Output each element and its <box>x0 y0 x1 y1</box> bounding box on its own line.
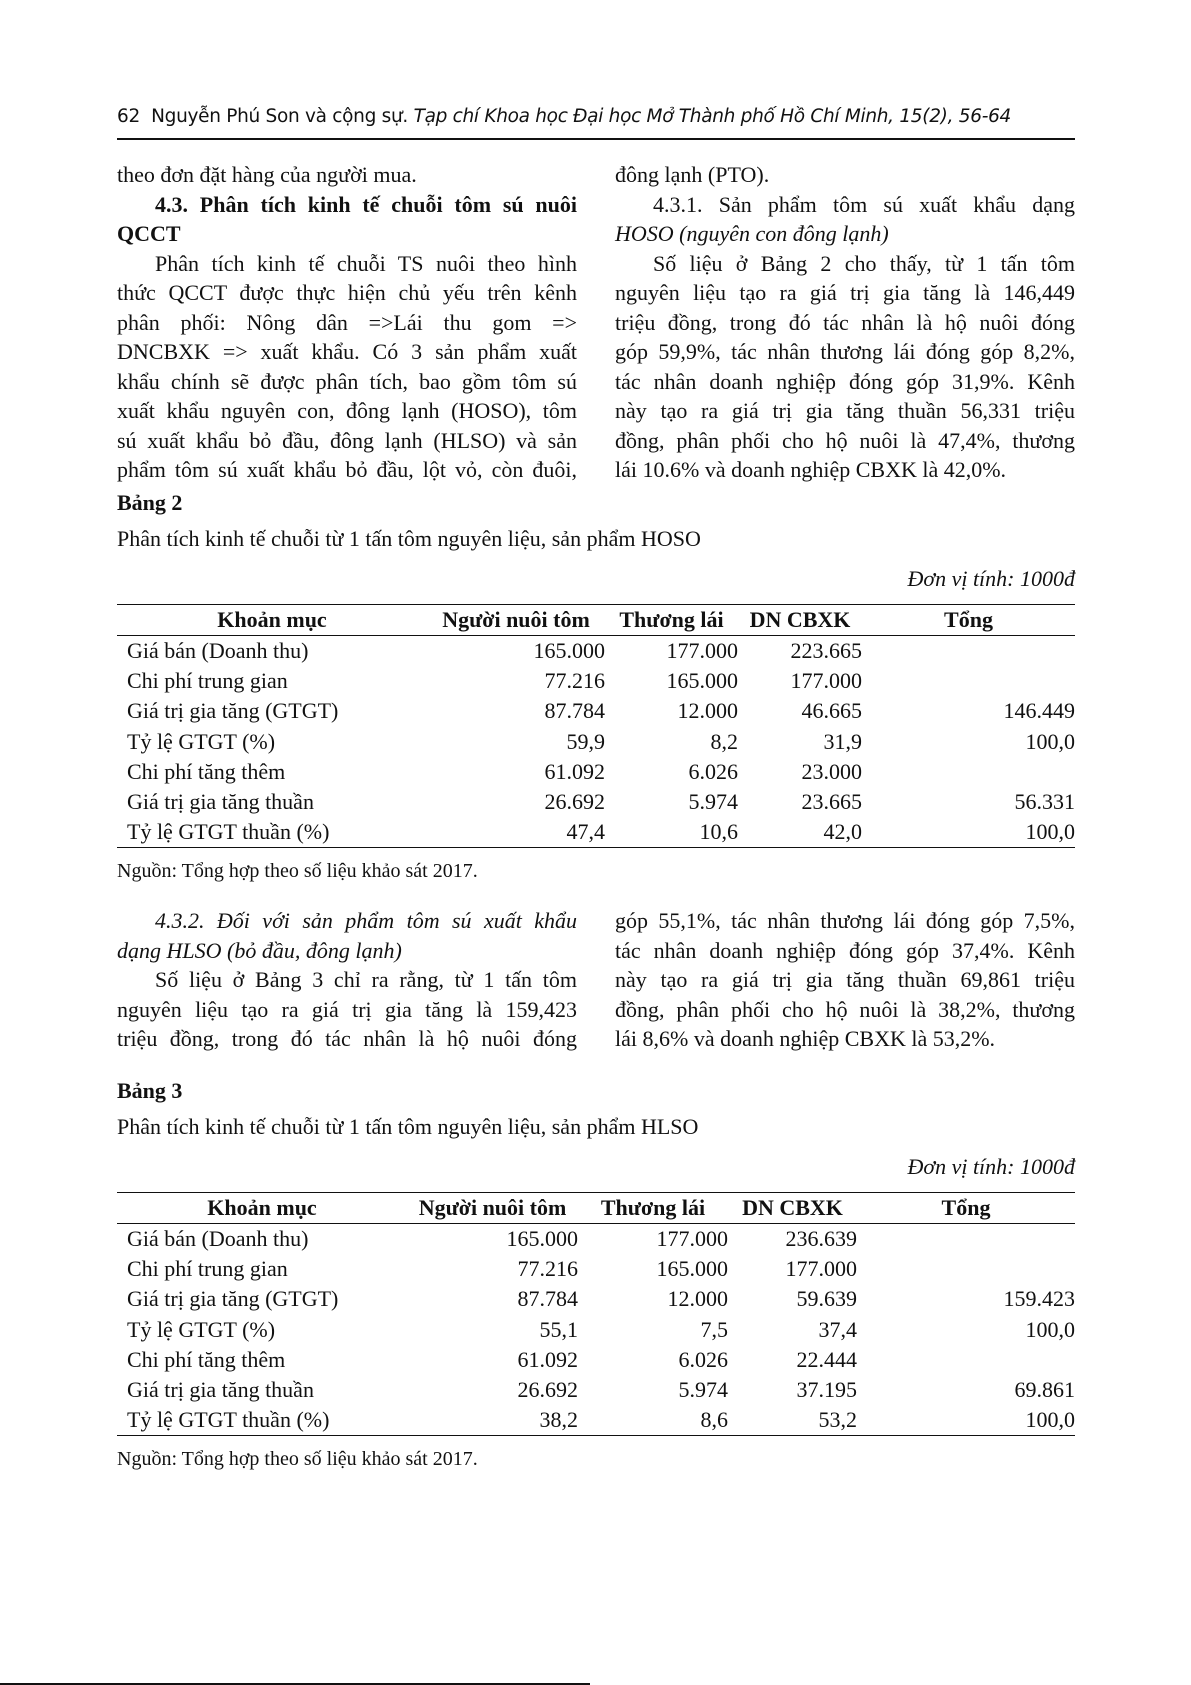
section-heading: QCCT <box>117 221 181 246</box>
subsection-heading: HOSO (nguyên con đông lạnh) <box>615 221 889 246</box>
column-header: DN CBXK <box>728 1193 857 1224</box>
paragraph <box>615 249 1075 485</box>
cell-value: 165.000 <box>656 1256 728 1282</box>
unit-note <box>907 566 1075 592</box>
paragraph-line: này tạo ra giá trị gia tăng thuần 56,331 triệu <box>615 398 1075 423</box>
cell-value <box>857 1254 1075 1284</box>
row-label: Giá bán (Doanh thu) <box>127 638 309 664</box>
row-label: Giá bán (Doanh thu) <box>127 1226 309 1252</box>
paragraph-line: đồng, phân phối cho hộ nuôi là 38,2%, thương <box>615 996 1075 1022</box>
paragraph-line: lái 10.6% và doanh nghiệp CBXK là 42,0%. <box>615 457 1007 482</box>
cell-value: 42,0 <box>823 819 862 845</box>
paragraph <box>117 965 577 1054</box>
paragraph-line: tác nhân doanh nghiệp đóng góp 37,4%. Kênh <box>615 937 1075 963</box>
row-label: Tỷ lệ GTGT (%) <box>127 1316 276 1342</box>
cell-value: 59,9 <box>566 728 605 754</box>
cell-value: 12.000 <box>667 1286 728 1312</box>
column-header: Người nuôi tôm <box>407 1193 578 1224</box>
unit-label: Đơn vị tính: <box>907 1154 1015 1179</box>
cell-value <box>862 636 1075 667</box>
cell-value: 10,6 <box>699 819 738 845</box>
paragraph-line: theo đơn đặt hàng của người mua. <box>117 162 417 187</box>
column-header: DN CBXK <box>738 605 862 636</box>
table-caption: Phân tích kinh tế chuỗi từ 1 tấn tôm nguyên liệu, sản phẩm HOSO <box>117 526 701 551</box>
table-label: Bảng 2 <box>117 490 183 515</box>
cell-value: 177.000 <box>656 1226 728 1252</box>
cell-value: 26.692 <box>544 789 605 815</box>
cell-value: 8,6 <box>700 1407 728 1433</box>
cell-value: 146.449 <box>1003 698 1075 724</box>
table-row <box>117 1315 1075 1345</box>
table-row <box>117 1375 1075 1405</box>
page-number: 62 <box>117 106 140 127</box>
row-label: Tỷ lệ GTGT thuần (%) <box>127 819 330 845</box>
cell-value: 55,1 <box>539 1316 578 1342</box>
table-label: Bảng 3 <box>117 1078 183 1103</box>
cell-value: 159.423 <box>1003 1286 1075 1312</box>
cell-value <box>862 666 1075 696</box>
row-label: Giá trị gia tăng (GTGT) <box>127 698 339 724</box>
cell-value: 177.000 <box>785 1256 857 1282</box>
table-caption: Phân tích kinh tế chuỗi từ 1 tấn tôm nguyên liệu, sản phẩm HLSO <box>117 1114 699 1139</box>
table-source: Nguồn: Tổng hợp theo số liệu khảo sát 2017. <box>117 860 478 882</box>
right-column <box>615 160 1075 485</box>
cell-value: 23.665 <box>801 789 862 815</box>
paragraph <box>615 906 1075 1054</box>
table-row <box>117 757 1075 787</box>
cell-value: 100,0 <box>1025 1407 1075 1433</box>
paragraph-line: triệu đồng, trong đó tác nhân là hộ nuôi đóng <box>615 309 1075 335</box>
table-hoso <box>117 604 1075 848</box>
running-header <box>117 106 1011 127</box>
cell-value: 37.195 <box>796 1377 857 1403</box>
table-hlso <box>117 1192 1075 1436</box>
cell-value: 236.639 <box>785 1226 857 1252</box>
unit-value: 1000đ <box>1020 566 1075 591</box>
cell-value: 8,2 <box>710 728 738 754</box>
paragraph-line: đông lạnh (PTO). <box>615 162 770 187</box>
cell-value: 37,4 <box>818 1316 857 1342</box>
paragraph-line: Số liệu ở Bảng 2 cho thấy, từ 1 tấn tôm <box>653 250 1075 276</box>
cell-value <box>857 1345 1075 1375</box>
cell-value: 87.784 <box>517 1286 578 1312</box>
paragraph-line: này tạo ra giá trị gia tăng thuần 69,861 triệu <box>615 967 1075 992</box>
paragraph-line: nguyên liệu tạo ra giá trị gia tăng là 159,423 <box>117 996 577 1022</box>
cell-value: 177.000 <box>790 668 862 694</box>
paragraph <box>117 249 577 485</box>
cell-value: 165.000 <box>533 638 605 664</box>
row-label: Tỷ lệ GTGT thuần (%) <box>127 1407 330 1433</box>
paragraph-line: phân phối: Nông dân =>Lái thu gom => <box>117 309 577 335</box>
paragraph-line: khẩu chính sẽ được phân tích, bao gồm tôm sú <box>117 368 577 394</box>
row-label: Chi phí tăng thêm <box>127 758 286 784</box>
table-row <box>117 727 1075 757</box>
cell-value: 26.692 <box>517 1377 578 1403</box>
unit-label: Đơn vị tính: <box>907 566 1015 591</box>
column-header: Thương lái <box>578 1193 728 1224</box>
table-row <box>117 696 1075 726</box>
paragraph-line: lái 8,6% và doanh nghiệp CBXK là 53,2%. <box>615 1026 996 1051</box>
cell-value: 53,2 <box>818 1407 857 1433</box>
row-label: Giá trị gia tăng (GTGT) <box>127 1286 339 1312</box>
paragraph-line: triệu đồng, trong đó tác nhân là hộ nuôi đóng <box>117 1026 577 1051</box>
subsection-heading: dạng HLSO (bỏ đầu, đông lạnh) <box>117 937 402 963</box>
section-heading: 4.3. Phân tích kinh tế chuỗi tôm sú nuôi <box>155 191 577 217</box>
paragraph-line: tác nhân doanh nghiệp đóng góp 31,9%. Kênh <box>615 368 1075 394</box>
table-row <box>117 1284 1075 1314</box>
cell-value: 165.000 <box>666 668 738 694</box>
header-rule <box>117 138 1075 140</box>
cell-value: 59.639 <box>796 1286 857 1312</box>
table-row <box>117 636 1075 667</box>
cell-value: 31,9 <box>823 728 862 754</box>
paragraph-line: Phân tích kinh tế chuỗi TS nuôi theo hình <box>155 250 577 276</box>
table-row <box>117 1254 1075 1284</box>
cell-value: 6.026 <box>678 1346 728 1372</box>
column-header: Khoản mục <box>117 605 427 636</box>
table-source: Nguồn: Tổng hợp theo số liệu khảo sát 2017. <box>117 1448 478 1470</box>
cell-value: 22.444 <box>796 1346 857 1372</box>
paragraph-line: sú xuất khẩu bỏ đầu, đông lạnh (HLSO) và sản <box>117 427 577 453</box>
cell-value <box>862 757 1075 787</box>
table-row <box>117 666 1075 696</box>
table-row <box>117 787 1075 817</box>
paragraph-line: DNCBXK => xuất khẩu. Có 3 sản phẩm xuất <box>117 339 577 364</box>
row-label: Giá trị gia tăng thuần <box>127 1377 314 1403</box>
subsection-heading: 4.3.2. Đối với sản phẩm tôm sú xuất khẩu <box>155 908 577 933</box>
header-journal: Tạp chí Khoa học Đại học Mở Thành phố Hồ Chí Minh, 15(2), 56-64 <box>413 106 1012 127</box>
cell-value: 87.784 <box>544 698 605 724</box>
cell-value: 177.000 <box>666 638 738 664</box>
cell-value: 47,4 <box>566 819 605 845</box>
paragraph-line: xuất khẩu nguyên con, đông lạnh (HOSO), tôm <box>117 398 577 423</box>
cell-value: 100,0 <box>1025 1316 1075 1342</box>
cell-value: 12.000 <box>677 698 738 724</box>
paragraph-line: góp 55,1%, tác nhân thương lái đóng góp 7,5%, <box>615 908 1075 933</box>
cell-value <box>857 1224 1075 1255</box>
cell-value: 5.974 <box>678 1377 728 1403</box>
cell-value: 61.092 <box>517 1346 578 1372</box>
row-label: Tỷ lệ GTGT (%) <box>127 728 276 754</box>
cell-value: 223.665 <box>790 638 862 664</box>
cell-value: 69.861 <box>1014 1377 1075 1403</box>
paragraph-line: phẩm tôm sú xuất khẩu bỏ đầu, lột vỏ, còn đuôi, <box>117 457 577 482</box>
left-column-2 <box>117 906 577 1054</box>
subsection-heading: 4.3.1. Sản phẩm tôm sú xuất khẩu dạng <box>653 191 1075 217</box>
cell-value: 100,0 <box>1025 819 1075 845</box>
table-row <box>117 1224 1075 1255</box>
cell-value: 61.092 <box>544 758 605 784</box>
column-header: Tổng <box>857 1193 1075 1224</box>
table-row <box>117 1405 1075 1436</box>
cell-value: 46.665 <box>801 698 862 724</box>
cell-value: 5.974 <box>688 789 738 815</box>
paragraph-line: nguyên liệu tạo ra giá trị gia tăng là 146,449 <box>615 280 1075 305</box>
column-header: Thương lái <box>605 605 738 636</box>
row-label: Giá trị gia tăng thuần <box>127 789 314 815</box>
cell-value: 165.000 <box>506 1226 578 1252</box>
table-row <box>117 1345 1075 1375</box>
cell-value: 23.000 <box>801 758 862 784</box>
cell-value: 100,0 <box>1025 728 1075 754</box>
row-label: Chi phí trung gian <box>127 1256 288 1282</box>
unit-note <box>907 1154 1075 1180</box>
column-header: Khoản mục <box>117 1193 407 1224</box>
cell-value: 6.026 <box>688 758 738 784</box>
cell-value: 77.216 <box>544 668 605 694</box>
paragraph-line: góp 59,9%, tác nhân thương lái đóng góp 8,2%, <box>615 339 1075 364</box>
header-authors: Nguyễn Phú Son và cộng sự. <box>151 106 408 127</box>
left-column <box>117 160 577 485</box>
unit-value: 1000đ <box>1020 1154 1075 1179</box>
paragraph-line: thức QCCT được thực hiện chủ yếu trên kênh <box>117 280 577 305</box>
row-label: Chi phí tăng thêm <box>127 1346 286 1372</box>
table-row <box>117 817 1075 848</box>
column-header: Tổng <box>862 605 1075 636</box>
cell-value: 56.331 <box>1014 789 1075 815</box>
column-header: Người nuôi tôm <box>427 605 605 636</box>
row-label: Chi phí trung gian <box>127 668 288 694</box>
right-column-2 <box>615 906 1075 1054</box>
cell-value: 38,2 <box>539 1407 578 1433</box>
paragraph-line: Số liệu ở Bảng 3 chỉ ra rằng, từ 1 tấn tôm <box>155 967 577 992</box>
cell-value: 7,5 <box>700 1316 728 1342</box>
paragraph-line: đồng, phân phối cho hộ nuôi là 47,4%, thương <box>615 427 1075 453</box>
cell-value: 77.216 <box>517 1256 578 1282</box>
